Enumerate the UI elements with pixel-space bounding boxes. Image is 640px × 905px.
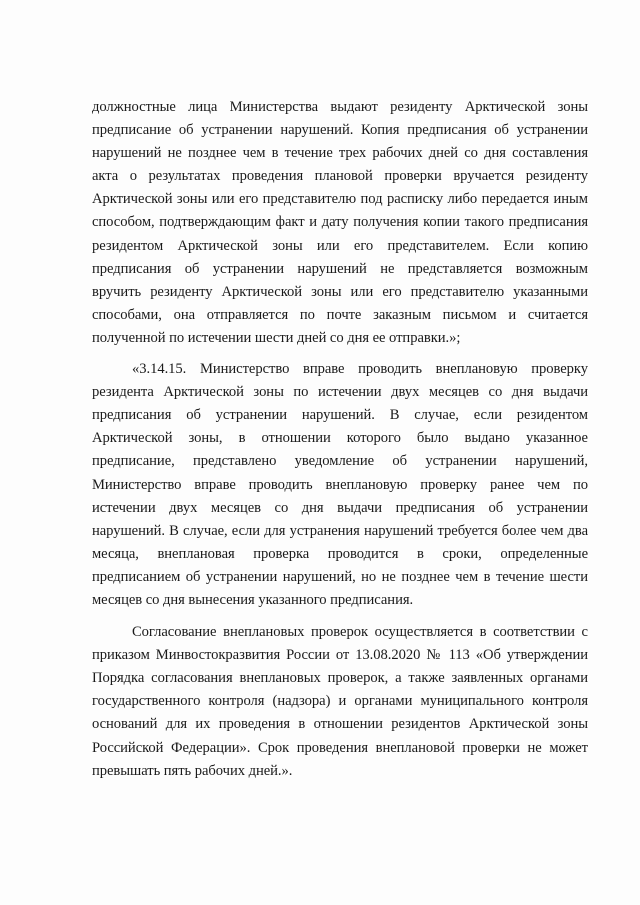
text-line: вручить резиденту Арктической зоны или его представителю указанными (92, 283, 588, 300)
text-line: приказом Минвостокразвития России от 13.08.2020 № 113 «Об утверждении (92, 647, 588, 664)
text-line: нарушений. В случае, если для устранения нарушений требуется более чем два (92, 522, 588, 539)
text-line: предписанием об устранении нарушений, но не позднее чем в течение шести (92, 568, 588, 585)
text-line: способами, она отправляется по почте заказным письмом и считается (92, 306, 588, 323)
paragraph (92, 621, 588, 783)
text-line: предписание об устранении нарушений. Копия предписания об устранении (92, 122, 588, 139)
text-line: акта о результатах проведения плановой проверки вручается резиденту (92, 168, 588, 185)
text-line: Российской Федерации». Срок проведения внеплановой проверки не может (92, 739, 588, 756)
text-line: способом, подтверждающим факт и дату получения копии такого предписания (92, 214, 588, 231)
text-line: оснований для их проведения в отношении резидентов Арктической зоны (92, 716, 588, 733)
text-line: Согласование внеплановых проверок осуществляется в соответствии с (132, 624, 588, 641)
paragraph (92, 96, 588, 350)
document-body (92, 96, 588, 783)
text-line: Арктической зоны, в отношении которого было выдано указанное (92, 430, 588, 447)
text-line: нарушений не позднее чем в течение трех рабочих дней со дня составления (92, 145, 588, 162)
text-line: Арктической зоны или его представителю под расписку либо передается иным (92, 191, 588, 208)
text-line: государственного контроля (надзора) и органами муниципального контроля (92, 693, 588, 710)
text-line: должностные лица Министерства выдают резиденту Арктической зоны (92, 99, 588, 115)
text-line: истечении двух месяцев со дня выдачи предписания об устранении (92, 499, 588, 516)
paragraph (92, 358, 588, 612)
text-line: Министерство вправе проводить внеплановую проверку ранее чем по (92, 476, 588, 493)
text-line: месяцев со дня вынесения указанного предписания. (92, 591, 414, 608)
text-line: предписания об устранении нарушений. В случае, если резидентом (92, 407, 588, 424)
text-line: предписания об устранении нарушений не представляется возможным (92, 260, 588, 277)
text-line: резидента Арктической зоны по истечении двух месяцев со дня выдачи (92, 384, 588, 401)
text-line: Порядка согласования внеплановых проверок, а также заявленных органами (92, 670, 588, 687)
text-line: «3.14.15. Министерство вправе проводить внеплановую проверку (132, 361, 588, 378)
text-line: резидентом Арктической зоны или его представителем. Если копию (92, 237, 588, 254)
text-line: полученной по истечении шести дней со дня ее отправки.»; (92, 329, 461, 346)
text-line: месяца, внеплановая проверка проводится в сроки, определенные (92, 545, 588, 562)
text-line: превышать пять рабочих дней.». (92, 762, 293, 779)
text-line: предписание, представлено уведомление об устранении нарушений, (92, 453, 588, 470)
